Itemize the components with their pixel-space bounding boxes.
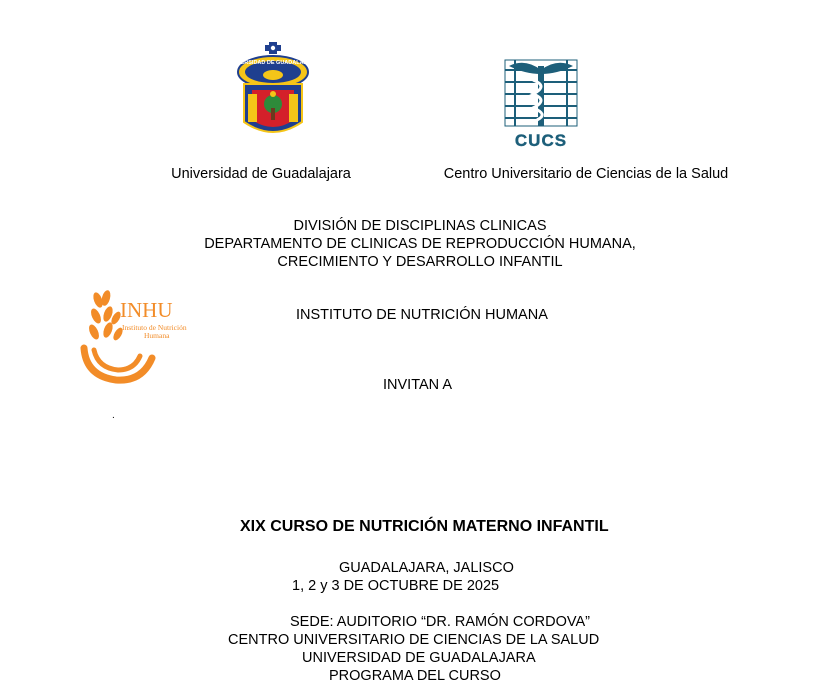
- cucs-logo: [503, 60, 579, 150]
- header-line-growth: CRECIMIENTO Y DESARROLLO INFANTIL: [277, 254, 563, 270]
- course-title: XIX CURSO DE NUTRICIÓN MATERNO INFANTIL: [240, 518, 609, 535]
- inhu-acronym-text: INHU: [120, 298, 173, 322]
- invite-text: INVITAN A: [383, 377, 453, 393]
- course-center: CENTRO UNIVERSITARIO DE CIENCIAS DE LA SALUD: [228, 632, 600, 648]
- course-program: PROGRAMA DEL CURSO: [329, 668, 501, 684]
- course-dates: 1, 2 y 3 DE OCTUBRE DE 2025: [292, 578, 500, 594]
- inhu-line2-text: Humana: [144, 331, 170, 340]
- stray-mark: .: [112, 410, 115, 421]
- header-line-division: DIVISIÓN DE DISCIPLINAS CLINICAS: [293, 218, 547, 234]
- inhu-line1-text: Instituto de Nutrición: [122, 323, 187, 332]
- udg-caption: Universidad de Guadalajara: [171, 166, 351, 182]
- udg-crest-logo: [227, 42, 319, 142]
- course-venue: SEDE: AUDITORIO “DR. RAMÓN CORDOVA”: [290, 614, 590, 630]
- udg-crest-icon: [227, 42, 319, 142]
- udg-motto-text: UNIVERSIDAD DE GUADALAJARA: [227, 60, 319, 66]
- course-city: GUADALAJARA, JALISCO: [339, 560, 514, 576]
- inhu-wheat-hand-icon: [80, 288, 204, 384]
- course-university: UNIVERSIDAD DE GUADALAJARA: [302, 650, 536, 666]
- header-line-department: DEPARTAMENTO DE CLINICAS DE REPRODUCCIÓN HUMANA,: [204, 236, 636, 252]
- institute-name: INSTITUTO DE NUTRICIÓN HUMANA: [296, 307, 548, 323]
- cucs-caption: Centro Universitario de Ciencias de la Salud: [443, 166, 729, 182]
- cucs-caduceus-icon: [503, 60, 579, 150]
- cucs-acronym-text: CUCS: [514, 131, 568, 150]
- inhu-logo: [80, 288, 204, 384]
